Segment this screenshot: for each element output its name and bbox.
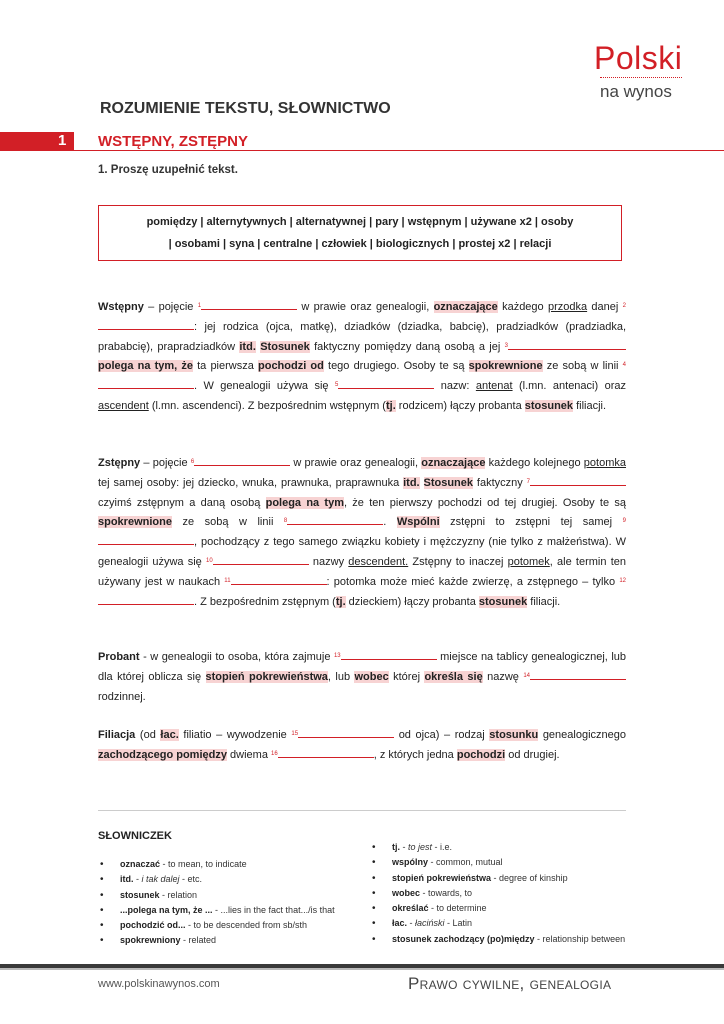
- glossary-item: • wobec - towards, to: [370, 886, 625, 901]
- blank-12[interactable]: [98, 594, 194, 605]
- glossary-item: • itd. - i tak dalej - etc.: [98, 872, 335, 887]
- task-instruction: 1. Proszę uzupełnić tekst.: [98, 164, 238, 176]
- paragraph-zstepny: Zstępny – pojęcie $^6$ w prawie oraz genealogii, oznaczające każdego kolejnego potomka tej samej osoby: jej dziecko, wnuka, prawnuka, praprawnuka itd. Stosunek faktyczny $^7$ czyimś zstępnym a daną osobą polega na tym, że ten pierwszy pochodzi od tej drugiej. Osoby te są spokrewnione ze sobą w linii $^8$ . Wspólni zstępni to zstępni tej samej $^9$, pochodzący z tego samego związku kobiety i mężczyzny (nie tylko z małżeństwa). W genealogii używa się $^{10}$ nazwy descendent. Zstępny to inaczej potomek, ale termin ten używany jest w naukach $^{11}$ : potomka może mieć każde zwierzę, a zstępnego – tylko $^{12}$. Z bezpośrednim zstępnym (tj. dzieckiem) łączy probanta stosunek filiacji.: [98, 457, 627, 608]
- glossary-item: • łac. - łaciński - Latin: [370, 916, 625, 931]
- word-bank: [98, 205, 622, 261]
- footer-shadow: [0, 968, 724, 970]
- section-number: 1: [58, 132, 67, 149]
- term-filiacja: Filiacja: [98, 729, 136, 741]
- section-rule: [0, 150, 724, 151]
- page-title: ROZUMIENIE TEKSTU, SŁOWNICTWO: [100, 100, 391, 117]
- logo-divider: [600, 77, 682, 78]
- blank-4[interactable]: [98, 378, 194, 389]
- glossary-left: [98, 857, 335, 949]
- glossary-item: • tj. - to jest - i.e.: [370, 840, 625, 855]
- glossary-title: SŁOWNICZEK: [98, 830, 172, 842]
- glossary-item: • stosunek - relation: [98, 888, 335, 903]
- blank-7[interactable]: [530, 475, 626, 486]
- blank-10[interactable]: [213, 554, 309, 565]
- glossary-item: • ...polega na tym, że ... - ...lies in the fact that.../is that: [98, 903, 335, 918]
- blank-8[interactable]: [287, 514, 383, 525]
- glossary-item: • oznaczać - to mean, to indicate: [98, 857, 335, 872]
- glossary-divider: [98, 810, 626, 811]
- blank-11[interactable]: [231, 574, 327, 585]
- blank-15[interactable]: [298, 727, 394, 738]
- term-probant: Probant: [98, 651, 140, 663]
- paragraph-probant: Probant - w genealogii to osoba, która zajmuje $^{13}$ miejsce na tablicy genealogicznej, lub dla której oblicza się stopień pokrewieństwa, lub wobec której określa się nazwę $^{14}$ rodzinnej.: [98, 651, 627, 703]
- logo-subtitle: na wynos: [600, 82, 672, 101]
- glossary-item: • spokrewniony - related: [98, 933, 335, 948]
- glossary-item: • stosunek zachodzący (po)między - relationship between: [370, 932, 625, 947]
- glossary-item: • określać - to determine: [370, 901, 625, 916]
- footer-category: Prawo cywilne, genealogia: [408, 974, 612, 993]
- blank-9[interactable]: [98, 534, 194, 545]
- word-bank-line-1: pomiędzy | alternytywnych | alternatywnej | pary | wstępnym | używane x2 | osoby: [146, 216, 574, 228]
- term-wstepny: Wstępny: [98, 301, 144, 313]
- glossary-item: • wspólny - common, mutual: [370, 855, 625, 870]
- logo-title: Polski: [594, 40, 683, 76]
- glossary-right: [370, 840, 625, 947]
- blank-14[interactable]: [530, 669, 626, 680]
- blank-2[interactable]: [98, 319, 194, 330]
- blank-1[interactable]: [201, 299, 297, 310]
- blank-16[interactable]: [278, 747, 374, 758]
- blank-5[interactable]: [338, 378, 434, 389]
- blank-6[interactable]: [194, 455, 290, 466]
- paragraph-wstepny: Wstępny – pojęcie $^1$ w prawie oraz genealogii, oznaczające każdego przodka danej $^2$: jej rodzica (ojca, matkę), dziadków (dziadka, babcię), pradziadków (pradziadka, prababcię), prapradziadków itd. Stosunek faktyczny pomiędzy daną osobą a jej $^3$ polega na tym, że ta pierwsza pochodzi od tego drugiego. Osoby te są spokrewnione ze sobą w linii $^4$. W genealogii używa się $^5$ nazw: antenat (l.mn. antenaci) oraz ascendent (l.mn. ascendenci). Z bezpośrednim wstępnym (tj. rodzicem) łączy probanta stosunek filiacji.: [98, 301, 626, 412]
- paragraph-filiacja: Filiacja (od łac. filiatio – wywodzenie $^{15}$ od ojca) – rodzaj stosunku genealogicznego zachodzącego pomiędzy dwiema $^{16}$ , z których jedna pochodzi od drugiej.: [98, 729, 626, 761]
- section-title: WSTĘPNY, ZSTĘPNY: [98, 133, 249, 150]
- blank-3[interactable]: [508, 339, 626, 350]
- term-zstepny: Zstępny: [98, 457, 141, 469]
- blank-13[interactable]: [341, 649, 437, 660]
- footer-website-link[interactable]: www.polskinawynos.com: [98, 978, 220, 990]
- blank-number: 1: [197, 303, 202, 309]
- glossary-item: • stopień pokrewieństwa - degree of kinship: [370, 871, 625, 886]
- glossary-item: • pochodzić od... - to be descended from sb/sth: [98, 918, 335, 933]
- word-bank-line-2: | osobami | syna | centralne | człowiek | biologicznych | prostej x2 | relacji: [168, 238, 552, 250]
